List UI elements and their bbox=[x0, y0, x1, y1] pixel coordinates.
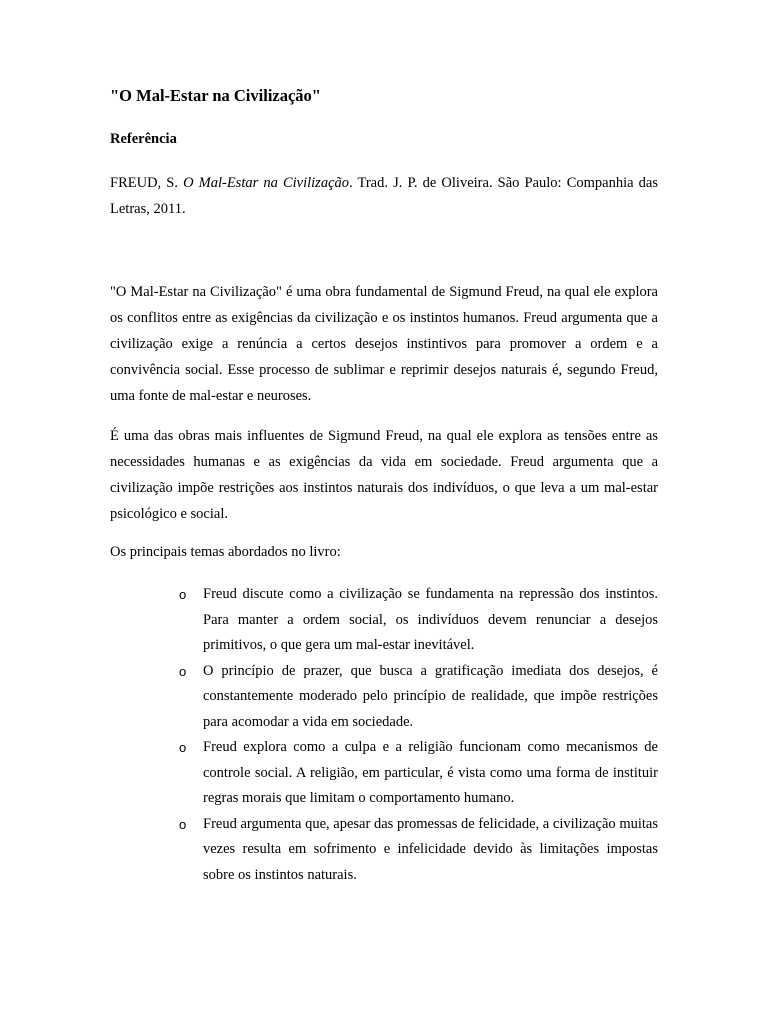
list-item bbox=[176, 659, 658, 736]
bullet-marker-icon: o bbox=[179, 663, 187, 679]
reference-author: FREUD, S. bbox=[110, 175, 184, 191]
themes-intro: Os principais temas abordados no livro: bbox=[110, 544, 341, 560]
body-paragraph-2: É uma das obras mais influentes de Sigmund Freud, na qual ele explora as tensões entre as necessidades humanas e as exigências da vida em sociedade. Freud argumenta que a civilização impõe restrições aos instintos naturais dos indivíduos, o que leva a um mal-estar psicológico e social. bbox=[110, 428, 658, 522]
list-item bbox=[176, 735, 658, 812]
reference-heading: Referência bbox=[110, 131, 177, 147]
reference-details: . Trad. J. P. de Oliveira. São Paulo: Companhia das Letras, 2011. bbox=[110, 175, 658, 217]
bullet-marker-icon: o bbox=[179, 587, 187, 602]
reference-work-title: O Mal-Estar na Civilização bbox=[183, 175, 350, 191]
list-item bbox=[176, 812, 658, 889]
bullet-marker-icon: o bbox=[179, 816, 187, 832]
theme-text: Freud discute como a civilização se fundamenta na repressão dos instintos. Para manter a ordem social, os indivíduos devem renunciar a desejos primitivos, o que gera um mal-estar inevitável. bbox=[203, 586, 658, 653]
themes-list bbox=[176, 582, 658, 888]
document-title: "O Mal-Estar na Civilização" bbox=[110, 86, 321, 105]
list-item bbox=[176, 582, 658, 659]
theme-text: O princípio de prazer, que busca a gratificação imediata dos desejos, é constantemente moderado pelo princípio de realidade, que impõe restrições para acomodar a vida em sociedade. bbox=[203, 662, 658, 730]
reference-citation bbox=[110, 170, 658, 222]
body-paragraph-1: "O Mal-Estar na Civilização" é uma obra fundamental de Sigmund Freud, na qual ele explora os conflitos entre as exigências da civilização e os instintos humanos. Freud argumenta que a civilização exige a renúncia a certos desejos instintivos para promover a ordem e a convivência social. Esse processo de sublimar e reprimir desejos naturais é, segundo Freud, uma fonte de mal-estar e neuroses. bbox=[110, 284, 658, 404]
theme-text: Freud argumenta que, apesar das promessas de felicidade, a civilização muitas vezes resulta em sofrimento e infelicidade devido às limitações impostas sobre os instintos naturais. bbox=[203, 815, 658, 883]
bullet-marker-icon: o bbox=[179, 740, 187, 755]
theme-text: Freud explora como a culpa e a religião funcionam como mecanismos de controle social. A religião, em particular, é vista como uma forma de instituir regras morais que limitam o comportamento humano. bbox=[203, 739, 658, 806]
